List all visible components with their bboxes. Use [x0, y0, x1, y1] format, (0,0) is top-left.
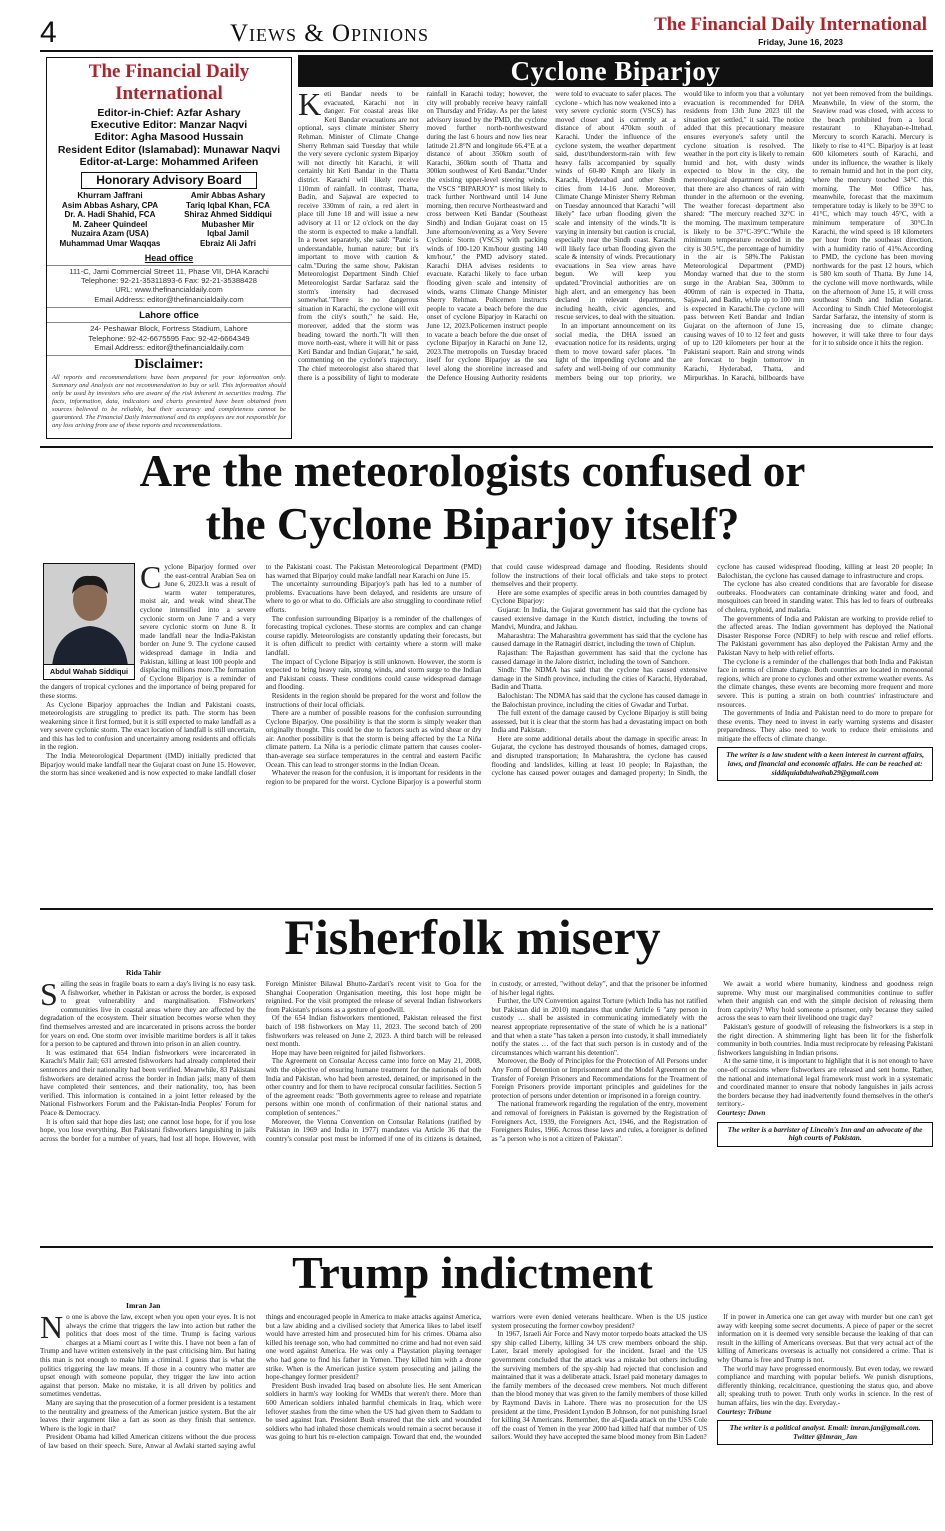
- article3-paragraph: Many are saying that the prosecution of a former president is a testament to the neutrality and greatness of the American justice system. But the air leaves their argument like a fart as soon as they finish that sentence. Where is the logic in that?: [40, 1398, 256, 1433]
- advisor-name: Dr. A. Hadi Shahid, FCA: [64, 210, 156, 220]
- advisor-name: Tariq Iqbal Khan, FCA: [186, 200, 270, 210]
- head-office-line: URL: www.thefinancialdaily.com: [115, 285, 223, 295]
- author-caption: Abdul Wahab Siddiqui: [44, 664, 134, 679]
- editorial-title: Cyclone Biparjoy: [510, 56, 721, 86]
- article1-paragraph: The governments of India and Pakistan need to do more to prepare for these events. They need to invest in early warning systems and disaster preparedness. They also need to work to reduce their emissions and mitigate the effects of climate change.: [717, 709, 933, 743]
- disclaimer-title: Disclaimer:: [47, 355, 291, 373]
- article2-paragraph: Hope may have been reignited for jailed fishworkers.: [271, 1048, 426, 1057]
- article1-paragraph: The confusion surrounding Biparjoy is a reminder of the challenges of forecasting tropical cyclones. These storms are complex and can change course rapidly. Meteorologists are constantly updating their forecasts, but it is often difficult to predict with certainty where a storm will make landfall.: [265, 614, 482, 657]
- article3-headline: Trump indictment: [292, 1247, 653, 1298]
- article1-paragraph: Maharashtra: The Maharashtra government has said that the cyclone has caused damage in the Ratnagiri district, including the town of Chiplun.: [491, 631, 708, 649]
- article1-body: [40, 563, 933, 906]
- article3-paragraph: o one is above the law, except when you open your eyes. It is not always the crime that triggers the law into action but rather the politics that does most of the time. Trump is facing various charges at a Miami court as I write this. I have not been a fan of Trump and have written extensively in the past criticising him. But hating this man is not enough to make him a criminal. I guess that is what the politics triggering the law means. If those in a country who matter are upset enough with someone popular, they trigger the law into action against that person. Make no mistake, it is all driven by politics and sometimes vendettas.: [40, 1313, 256, 1399]
- paper-name: The Financial Daily International: [654, 14, 927, 35]
- article1-author-note: The writer is a law student with a keen interest in current affairs, laws, and financial and economic affairs. He can be reached at: siddiquiabdulwahab29@gmail.com: [717, 747, 933, 781]
- advisory-board-title: Honorary Advisory Board: [81, 172, 257, 189]
- article1-paragraph: The full extent of the damage caused by Cyclone Biparjoy is still being assessed, but it is clear that the storm has had a devastating impact on both India and Pakistan.: [491, 709, 708, 735]
- issue-date: Friday, June 16, 2023: [758, 37, 843, 47]
- article1-paragraph: There are a number of possible reasons for the confusion surrounding Cyclone Biparjoy. One possibility is that the storm is simply weaker than originally thought. This could be due to factors such as wind shear or dry air. Another possibility is that the storm is being affected by the La Niña climate pattern. La Niña is a periodic climate pattern that causes cooler-than-average sea surface temperatures in the central and eastern Pacific Ocean. This can lead to stronger storms in the Indian Ocean.: [265, 709, 482, 769]
- editorial-box: [46, 57, 292, 439]
- article2-paragraph: It was estimated that 654 Indian fishworkers were incarcerated in Karachi's Malir Jail; 631 arrested fishworkers had already completed their sentences and their nationality had been verified. Meanwhile, 83 Pakistani fishworkers are detained across the border in Indian jails; many of them have completed their sentences, and their nationality, too, has been verified. This information is contained in a joint letter released by the National Fishworkers Forum and the Pakistan-India Peoples' Forum for Peace & Democracy.: [40, 1048, 256, 1117]
- article1-paragraph: The impact of Cyclone Biparjoy is still unknown. However, the storm is expected to bring heavy rain, strong winds, and storm surge to the Indian and Pakistani coasts. These conditions could cause widespread damage and flooding.: [265, 657, 482, 692]
- article2-paragraph: We await a world where humanity, kindness and goodness reign supreme. Why must our marginalised communities continue to suffer when their anguish can end with the simple decision of releasing them from captivity? Why hold someone a prisoner, only because they sailed across the seas to earn their livelihood one tragic day?: [717, 980, 933, 1023]
- lahore-office-title: Lahore office: [47, 307, 291, 321]
- article3-paragraph: The world may have progressed enormously. But even today, we reward compliance and marching with popular beliefs. We punish disruptions, differently thinking, recalcitrance, questioning the status quo, and above all; speaking truth to power. Truth only works in science. In the rest of human affairs, lies win the day. Everyday.-: [717, 1364, 933, 1407]
- article3-paragraph: President Bush invaded Iraq based on absolute lies. He sent American soldiers in harm's way looking for WMDs that weren't there. More than 600 American soldiers inhaled harmful chemicals in Iraq, which were leftover stashes from the time when the US had given them to Saddam to be used against Iran. President Bush ensured that the sick and wounded soldiers who had inhaled those chemicals would remain a secret because it was going to hurt his re-election campaign. Toward that end, the wounded warriors were even denied veterans healthcare. When is the US justice system prosecuting the former cowboy president?: [265, 1313, 708, 1442]
- article1-paragraph: The cyclone is a reminder of the challenges that both India and Pakistan face in terms of climate change. Both countries are located in monsoonal regions, which are prone to cyclones and other extreme weather events. As the climate changes, these events are becoming more frequent and more severe. This is putting a strain on both countries' infrastructure and resources.: [717, 657, 933, 709]
- staff-line: Editor-in-Chief: Azfar Ashary: [97, 107, 241, 119]
- editorial-body: [298, 90, 933, 440]
- article1-headline-line1: Are the meteorologists confused or: [139, 446, 806, 496]
- article1-paragraph: As Cyclone Biparjoy approaches the Indian and Pakistani coasts, meteorologists are struggling to predict its path. The storm has been weakening since it first formed, but it is still expected to make landfall as a very severe cyclonic storm. The exact location of landfall is still uncertain, and this has led to confusion and uncertainty among residents and officials in the region.: [40, 700, 256, 752]
- head-office-title: Head office: [144, 252, 194, 263]
- article2-headline: Fisherfolk misery: [284, 909, 661, 965]
- article3-paragraph: If in power in America one can get away with murder but one can't get away with keeping some secret documents. A piece of paper or the secret information on it is deemed very sensible because the leaking of that can result in the killing of Americans overseas. But that very actual act of the killing of Americans overseas is actually not considered a crime. That is why Obama is free and Trump is not.: [717, 1313, 933, 1364]
- article1-paragraph: Gujarat: In India, the Gujarat government has said that the cyclone has caused extensive damage in the Kutch district, including the towns of Mandvi, Mundra, and Jakhau.: [491, 605, 708, 632]
- staff-line: Editor-at-Large: Mohammed Arifeen: [79, 155, 259, 168]
- article2-paragraph: The Agreement on Consular Access came into force on May 21, 2008, with the objective of ensuring humane treatment for the nationals of both India and Pakistan, who had been arrested, detained, or imprisoned in the other country and for them to have reciprocal consular facilities. Section 5 of the agreement reads: "Both governments agree to release and repatriate persons within one month of confirmation of their national status and completion of sentences.": [265, 1057, 482, 1117]
- head-office-line: 111-C, Jami Commercial Street 11, Phase VII, DHA Karachi: [69, 266, 269, 276]
- advisor-name: Khurram Jaffrani: [77, 191, 143, 201]
- advisor-name: Mubasher Mir: [201, 219, 255, 229]
- masthead: [40, 14, 933, 48]
- staff-line: Editor: Agha Masood Hussain: [94, 131, 244, 144]
- article3-courtesy: Courtesy: Tribune: [717, 1407, 772, 1416]
- article3-paragraph: President Obama had killed American citizens without the due process of law based on their speech. Sure, Anwar al Awlaki started saying awful things and encouraged people in America to make attacks against America, but a law abiding and a civilised society that America likes to label itself would have arrested him and prosecuted him for his crimes. Obama also killed his teenage son, who had committed no crime and had not even said one word against America. He was only a Playstation playing teenager who had gone to find his father in Yemen. They killed him with a drone strike. When is the American justice system prosecuting and jailing the hope-changey former president?: [40, 1313, 482, 1450]
- article2-paragraph: The national framework regarding the regulation of the entry, movement and removal of foreigners in Pakistan is governed by the Registration of Foreigners Act, 1939, the Foreigners Act, 1946, and the Registration of Foreigners Rules, 1966. Across these laws and rules, a foreigner is defined as "a person who is not a citizen of Pakistan".: [491, 1100, 708, 1143]
- article2-paragraph: Further, the UN Convention against Torture (which India has not ratified but Pakistan did in 2010) mandates that under Article 6 "any person in custody … shall be assisted in communicating immediately with the nearest appropriate representative of the state of which he is a national" and that when a state "has taken a person into custody, it shall immediately notify the states … of the fact that such person is in custody and of the circumstances which warrant his detention".: [491, 997, 708, 1057]
- advisor-name: Ebraiz Ali Jafri: [200, 238, 256, 248]
- article2-paragraph: It is often said that hope dies last; one cannot lose hope, for if you lose hope, you lose everything. But Pakistani fishworkers languishing in jails across the border for a number of years, had lost all hope. However, with Foreign Minister Bilawal Bhutto-Zardari's recent visit to Goa for the Shanghai Cooperation Organisation meeting, this lost hope might be reignited. For the visit prompted the release of several Indian fishworkers from Pakistan's prisons as a gesture of goodwill.: [40, 980, 482, 1143]
- article2-author-note: The writer is a barrister of Lincoln's Inn and an advocate of the high courts of Pakistan.: [717, 1122, 933, 1147]
- article1-paragraph: yclone Biparjoy formed over the east-central Arabian Sea on June 6, 2023.It was a result of warm water temperatures, moist air, and weak wind shear.The cyclone intensified into a severe cyclonic storm on June 7 and a very severe cyclonic storm on June 8. It made landfall near the India-Pakistan border on June 9. The cyclone caused widespread damage in India and Pakistan, killing at least 100 people and displacing millions more.The formation of Cyclone Biparjoy is a reminder of the dangers of tropical cyclones and the importance of being prepared for these storms.: [40, 563, 256, 700]
- editorial-paragraph: In an important announcement on its social media, the DHA issued an evacuation notice for its residents, urging them to move toward safer places. "In light of the impending cyclone and the safety and well-being of our community members being our top priority, we would like to inform you that a voluntary evacuation is recommended for DHA residents from 13th June 2023 till the situation get settled," it said. The notice added that this precautionary measure ensures everyone's safety until the cyclone situation is resolved. The weather in the port city is likely to remain humid and hot, with dusty winds expected to blow in the city, the meteorological department said, adding that there are also chances of rain with thunder in the afternoon or the evening. The weather forecast department also shared: "The mercury reached 32°C in the morning. The maximum temperature is likely to be 37°C-39°C."While the minimum temperature recorded in the city is 30.5°C, the percentage of humidity in the air is 58%.The Pakistan Meteorological Department (PMD) Monday warned that due to the storm surge in the Arabian Sea, 300mm to 400mm of rain is expected in Thatta, Sajawal, and Badin, while up to 100 mm is expected in Karachi.The cyclone will pass between Keti Bandar and Indian Gujarat on the afternoon of June 15, causing waves of 10 to 12 feet and gusts of up to 120 kilometers per hour at the Pakistani seaport. Rain and strong winds are forecast to begin tomorrow in Karachi, Hyderabad, Thatta, and Mirpurkhas. In Karachi, billboards have not yet been removed from the buildings. Meanwhile, In view of the storm, the Seaview road was closed, with access to the beach prohibited from a local restaurant to Khayaban-e-Ittehad. Mercury to scorch Karachi. Mercury is likely to rise to 41°C. Biparjoy is at least 600 kilometers south of Karachi, and under its influence, the weather is likely to remain humid and hot in the port city, where the mercury touched 34°C this morning. The Met Office has, meanwhile, forecast that the maximum temperature today is likely to be 39°C to 41°C, which may touch 45°C, with a minimum temperature of 30°C.In Karachi, the wind speed is 18 kilometers per hour from the southeast direction, with a humidity ratio of 41%.According to PMD, the cyclone has been moving northwards for the past 12 hours, which is 580 km south of Thatta. By June 14, the cyclone will move northwards, while on the afternoon of June 15, it will cross southeast Sindh and Indian Gujarat. According to Sindh Chief Meteorologist Sardar Sarfaraz, the intensity of storm is increasing due to climate change; however, it will take three to four days for it to subside once it hits the region.: [555, 90, 933, 382]
- article1-paragraph: The cyclone has also created conditions that are favorable for disease outbreaks. Floodwaters can contaminate drinking water and food, and mosquitoes can breed in standing water. This has led to fears of outbreaks of cholera, typhoid, and malaria.: [717, 580, 933, 614]
- article3-author-note: The writer is a political analyst. Email: imran.jan@gmail.com. Twitter @Imran_Jan: [717, 1420, 933, 1445]
- article1-paragraph: Rajasthan: The Rajasthan government has said that the cyclone has caused damage in the Jalore district, including the town of Sanchore.: [491, 648, 708, 666]
- article3-paragraph: In 1967, Israeli Air Force and Navy motor torpedo boats attacked the US spy ship called Liberty, killing 34 US crew members onboard the ship. Later, Israel merely apologised for the incident. Israel and the US government concluded that the attack was a mistake but others including the surviving members of the spy-ship had rejected that conclusion and maintained that it was a deliberate attack. Israel paid monetary damages to the family members of the deceased crew members. Not much different than the blood money that was given to the family members of those killed by Raymond Davis in Lahore. There was no prosecution for the US president at the time, President Lyndon B Johnson, for not punishing Israel for killing 34 Americans. Remember, the al-Qaeda attack on the USS Cole off the coast of Yemen in the year 2000 had killed half that number of US sailors. Would they have accepted the same blood money from Bin Laden?: [491, 1330, 708, 1442]
- article2-paragraph: At the same time, it is important to highlight that it is not enough to have one-off occasions where fishworkers are released and sent home. Rather, the national and international legal framework must work in a systematic and coordinated manner to ensure that nobody languishes in jails across the borders because they had inadvertently found themselves in the other's territory.-: [717, 1057, 933, 1109]
- staff-line: Executive Editor: Manzar Naqvi: [90, 119, 248, 132]
- editorial-paper-name: The Financial Daily International: [88, 61, 250, 104]
- head-office-line: Email Address: editor@thefinancialdaily.com: [94, 294, 244, 304]
- advisor-name: Muhammad Umar Waqqas: [59, 238, 161, 248]
- article1-paragraph: Sindh: The NDMA has said that the cyclone has caused extensive damage in the Sindh province, including the cities of Karachi, Hyderabad, Badin and Thatta.: [491, 666, 708, 692]
- drop-cap: C: [140, 563, 162, 595]
- article1-paragraph: Here are some additional details about the damage in specific areas: In Gujarat, the cyclone has destroyed thousands of homes, damaged crops, and disrupted transportation; In Maharashtra, the cyclone has caused flooding and landslides, killing at least 10 people; In Rajasthan, the cyclone has caused power outages and damaged property; In Sindh, the cyclone has caused widespread flooding, killing at least 20 people; In Balochistan, the cyclone has caused damage to infrastructure and crops.: [491, 563, 933, 778]
- article1-paragraph: Balochistan: The NDMA has said that the cyclone has caused damage in the Balochistan province, including the cities of Gwadar and Turbat.: [491, 691, 708, 709]
- advisory-right-column: [169, 191, 287, 249]
- drop-cap: N: [40, 1313, 64, 1345]
- article1-paragraph: The India Meteorological Department (IMD) initially predicted that Biparjoy would make landfall near the Gujarat coast on June 15. However, the storm has since weakened and is now expected to make landfall closer to the Pakistani coast. The Pakistan Meteorological Department (PMD) has warned that Biparjoy could make landfall near Karachi on June 15.: [40, 563, 482, 778]
- lahore-office-line: Telephone: 92-42-6675595 Fax: 92-42-6664349: [88, 333, 250, 343]
- lahore-office-line: Email Address: editor@thefinancialdaily.com: [94, 343, 244, 353]
- advisory-left-column: [51, 191, 169, 249]
- advisor-name: Iqbal Jamil: [207, 229, 249, 239]
- advisor-name: Nuzaira Azam (USA): [71, 229, 149, 239]
- staff-line: Resident Editor (Islamabad): Munawar Naqvi: [57, 143, 281, 156]
- article2-paragraph: Moreover, the Body of Principles for the Protection of All Persons under Any Form of Detention or Imprisonment and the Model Agreement on the Transfer of Foreign Prisoners and Recommendations for the Treatment of Foreign Prisoners provide important principles and guidelines for the protection of persons under detention or imprisoned in a foreign country.: [491, 1057, 708, 1100]
- article1-paragraph: Residents in the region should be prepared for the worst and follow the instructions of their local officials.: [265, 691, 482, 709]
- advisor-name: Asim Abbas Ashary, CPA: [61, 200, 159, 210]
- head-office-line: Telephone: 92-21-35311893-6 Fax: 92-21-35388428: [81, 275, 257, 285]
- editorial-title-banner: [298, 55, 933, 87]
- article3-byline: Imran Jan: [126, 1301, 161, 1310]
- advisor-name: M. Zaheer Quindeel: [72, 219, 148, 229]
- article2-paragraph: ailing the seas in fragile boats to earn a day's living is no easy task. A fishworker, whether in Pakistan or across the border, is exposed to great vulnerability and marginalisation. Fishworkers' communities live in coastal areas where they are affected by the degradation of the ecosystem. Their situation becomes worse when they find themselves arrested and are incarcerated in prisons across the border for years on end. One storm over invisible maritime borders is all it takes for a person to be captured and thrown into prison in an alien country.: [40, 980, 256, 1049]
- advisor-name: Amir Abbas Ashary: [190, 191, 266, 201]
- article1-headline-line2: the Cyclone Biparjoy itself?: [205, 499, 740, 549]
- article1-paragraph: Here are some examples of specific areas in both countries damaged by Cyclone Biparjoy:: [491, 588, 708, 606]
- article1-paragraph: Whatever the reason for the confusion, it is important for residents in the region to be prepared for the worst. Cyclone Biparjoy is a powerful storm that could cause widespread damage and flooding. Residents should follow the instructions of their local officials and take steps to protect themselves and their property.: [265, 563, 708, 786]
- advisor-name: Shiraz Ahmed Siddiqui: [184, 210, 272, 220]
- disclaimer-text: All reports and recommendations have been prepared for your information only. Summary and Analysis are not recommendation to buy or sell. This information should only be used by investors who are aware of the risk inherent in securities trading. The facts, information, data, indicators and charts presented have been obtained from sources believed to be reliable, but their accuracy and completeness cannot be guaranteed. The Financial Daily International and its employees are not responsible for any loss arising from use of these reports and recommendations.: [52, 374, 286, 429]
- section-title: Views & Opinions: [230, 20, 430, 47]
- article2-paragraph: Moreover, the Vienna Convention on Consular Relations (ratified by Pakistan in 1969 and India in 1977) mandates via Article 36 that the country's consular post must be informed if one of its citizens is detained, in custody, or arrested, "without delay", and that the prisoner be informed of his/her legal rights.: [265, 980, 708, 1143]
- article3-body: [40, 1313, 933, 1525]
- masthead-rule: [40, 50, 933, 52]
- article1-paragraph: The uncertainty surrounding Biparjoy's path has led to a number of problems. Evacuations have been delayed, and residents are unsure of where to go or what to do. Officials are also struggling to coordinate relief efforts.: [265, 580, 482, 614]
- article2-courtesy: Courtesy: Dawn: [717, 1108, 766, 1117]
- article2-body: [40, 980, 933, 1245]
- drop-cap: K: [298, 90, 322, 122]
- article2-byline: Rida Tahir: [126, 968, 162, 977]
- article2-paragraph: Pakistan's gesture of goodwill of releasing the fishworkers is a step in the right direction. A shimmering light has been lit for the fisherfolk community in both countries. India must reciprocate by releasing Pakistani fishworkers languishing in Indian prisons.: [717, 1022, 933, 1057]
- article1-paragraph: The governments of India and Pakistan are working to provide relief to the affected areas. The Indian government has deployed the National Disaster Response Force (NDRF) to help with rescue and relief efforts. The Pakistani government has also deployed the Pakistan Army and the Pakistan Navy to help with relief efforts.: [717, 614, 933, 657]
- drop-cap: S: [40, 980, 58, 1012]
- editorial-paragraph: eti Bandar needs to be evacuated, Karachi not in danger. For coastal areas like Keti Bandar evacuations are not optional, says climate minister Sherry Rehman. Minister of Climate Change Sherry Rehman said Tuesday that while the very severe cyclonic system Biparjoy will not directly hit Karachi, it will certainly hit Keti Bandar in the Thatta district. Karachi will likely receive 110mm of rainfall. In contrast, Thatta, Badin, and Sajawal are expected to receive 330mm of rain, a red alert in place till June 18 and will issue a new advisory at 11 or 12 o'clock on the day the storm is expected to make a landfall. In a tweet separately, she said: "Panic is understandable, human nature; but it's important to move with caution & calm."During the same show, Pakistan Meteorologist Department Sindh Chief Meteorologist Sardar Sarfaraz said the storm's intensity had decreased somewhat."There is no dangerous situation in Karachi, the cyclone will exit from the city's south," he said. He, moreover, added that the storm was heading toward the north."It will then move north-east, where it will hit or pass Keti Bandar and Indian Gujarat," he said, commenting on the cyclone's trajectory. The chief meteorologist also shared that there is a possibility of light to moderate rainfall in Karachi today; however, the city will probably receive heavy rainfall on Thursday and Friday. As per the latest advisory issued by the PMD, the cyclone moved further north-northwestward during the last 6 hours and now lies near latitude 21.8°N and longitude 66.4°E at a distance of about 350km south of Karachi, 360km south of Thatta and 300km southwest of Keti Bandar."Under the existing upper-level steering winds, the VSCS "BIPARJOY" is most likely to track further Northward until 14 June morning, then recurve Northeastward and cross between Keti Bandar (Southeast Sindh) and Indian Gujarat coast on 15 June afternoon/evening as a Very Severe Cyclonic Storm (VSCS) with packing winds of 100-120 Km/hour gusting 140 km/hour," the PMD advisory stated. Karachi DHA advises residents to evacuate. Karachi likely to face urban flooding given scale and intensity of winds, warns Climate Change Minister Sherry Rehman. Policemen instructs people to vacate a beach before the due onset of cyclone Biparjoy in Karachi on June 12, 2023.Policemen instruct people to vacate a beach before the due onset of cyclone Biparjoy in Karachi on June 12, 2023.The metropolis on Tuesday braced itself for cyclone Biparjoy as the sea level along the shoreline increased and the Defence Housing Authority residents were told to evacuate to safer places. The cyclone - which has now weakened into a very severe cyclonic storm (VSCS) has moved closer and is currently at a distance of about 470km south of Karachi. Under the influence of the cyclone system, the weather department said, dust/thunderstorm-rain with few heavy falls accompanied by squally winds of 60-80 Kmph are likely in Karachi, Hyderabad and other Sindh cities from 14-16 June. Moreover, Climate Change Minister Sherry Rehman on Tuesday announced that Karachi "will likely" face urban flooding given the scale and intensity of the winds."It is varying in intensity but caution is crucial, especially near the Sindh coast. Karachi will likely face urban flooding given the scale & intensity of winds. Precautionary evacuations in Sea view areas have begun. We will keep you updated."Provincial authorities are on high alert, and an emergency has been declared in relevant departments, including health, civic agencies, and rescue services, to deal with the situation.: [298, 90, 676, 382]
- page-number: 4: [40, 16, 57, 49]
- article2-paragraph: Of the 654 Indian fishworkers mentioned, Pakistan released the first batch of 198 fishworkers on May 11, 2023. The second batch of 200 fishworkers was released on June 2, 2023. A third batch will be released next month.: [265, 1014, 482, 1049]
- lahore-office-line: 24- Peshawar Block, Fortress Stadium, Lahore: [90, 324, 248, 334]
